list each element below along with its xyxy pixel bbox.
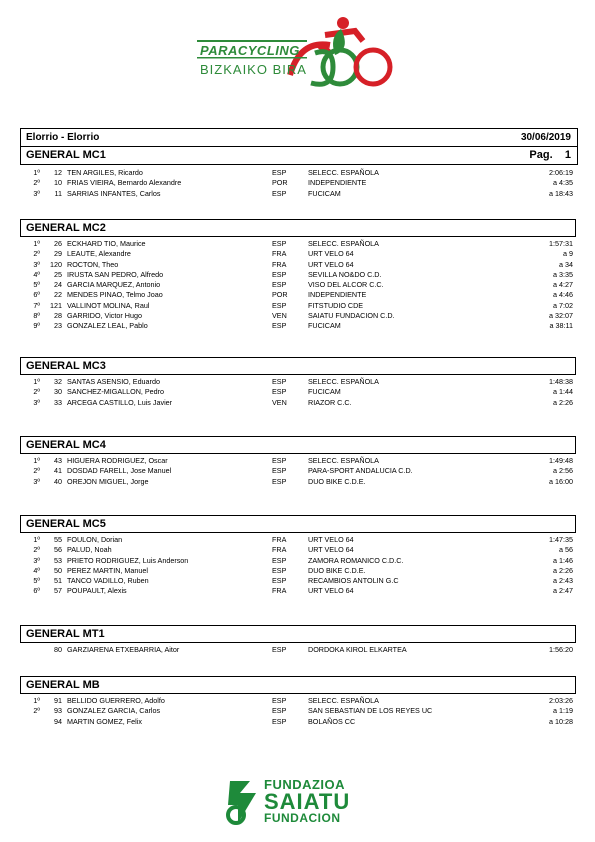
results-header <box>20 128 578 165</box>
bib-number: 12 <box>54 168 62 177</box>
result-row <box>20 696 576 706</box>
time-gap: a 1:44 <box>553 387 573 397</box>
time-gap: 1:56:20 <box>549 645 573 654</box>
paracycling-logo <box>195 15 405 90</box>
team-name: URT VELO 64 <box>308 545 354 555</box>
bib-number: 91 <box>54 696 62 705</box>
position: 5º <box>33 280 40 290</box>
time-gap: a 4:35 <box>553 178 573 188</box>
nationality: ESP <box>272 565 287 575</box>
section-mc4 <box>20 436 576 487</box>
nationality: ESP <box>272 696 287 705</box>
position: 4º <box>33 269 40 279</box>
time-gap: a 18:43 <box>549 188 573 198</box>
page-number: 1 <box>564 149 571 161</box>
nationality: ESP <box>272 706 287 716</box>
first-section-row <box>21 146 577 164</box>
bib-number: 55 <box>54 535 62 544</box>
nationality: FRA <box>272 249 287 259</box>
rider-name: ROCTON, Theo <box>67 259 119 269</box>
rider-name: PRIETO RODRIGUEZ, Luis Anderson <box>67 555 189 565</box>
results-list <box>20 239 576 332</box>
result-row <box>20 189 576 199</box>
team-name: VISO DEL ALCOR C.C. <box>308 280 384 290</box>
team-name: URT VELO 64 <box>308 259 354 269</box>
position: 7º <box>33 300 40 310</box>
time-gap: a 10:28 <box>549 716 573 726</box>
nationality: ESP <box>272 168 287 177</box>
time-gap: a 32:07 <box>549 311 573 321</box>
time-gap: 2:06:19 <box>549 168 573 177</box>
nationality: FRA <box>272 535 287 544</box>
rider-name: POUPAULT, Alexis <box>67 586 127 596</box>
team-name: RECAMBIOS ANTOLIN G.C <box>308 576 399 586</box>
nationality: ESP <box>272 555 287 565</box>
team-name: BOLAÑOS CC <box>308 716 356 726</box>
team-name: SEVILLA NO&DO C.D. <box>308 269 382 279</box>
bib-number: 30 <box>54 387 62 397</box>
time-gap: a 34 <box>559 259 573 269</box>
position: 3º <box>33 555 40 565</box>
team-name: FUCICAM <box>308 387 341 397</box>
nationality: ESP <box>272 466 287 476</box>
position: 4º <box>33 565 40 575</box>
event-row <box>21 129 577 146</box>
section-title: GENERAL MC1 <box>26 149 106 161</box>
rider-name: SARRIAS INFANTES, Carlos <box>67 188 161 198</box>
position: 1º <box>33 239 40 248</box>
results-list <box>20 535 576 597</box>
team-name: INDEPENDIENTE <box>308 178 367 188</box>
team-name: DUO BIKE C.D.E. <box>308 476 366 486</box>
nationality: ESP <box>272 476 287 486</box>
bib-number: 33 <box>54 397 62 407</box>
team-name: PARA-SPORT ANDALUCIA C.D. <box>308 466 413 476</box>
time-gap: a 16:00 <box>549 476 573 486</box>
logo-saiatu-text: SAIATU <box>264 789 351 814</box>
bib-number: 32 <box>54 377 62 386</box>
position: 6º <box>33 290 40 300</box>
rider-name: GONZALEZ LEAL, Pablo <box>67 321 148 331</box>
nationality: ESP <box>272 269 287 279</box>
team-name: SELECC. ESPAÑOLA <box>308 239 379 248</box>
position: 3º <box>33 188 40 198</box>
result-row <box>20 466 576 476</box>
nationality: POR <box>272 178 288 188</box>
time-gap: a 7:02 <box>553 300 573 310</box>
result-row <box>20 456 576 466</box>
time-gap: a 3:35 <box>553 269 573 279</box>
section-title: GENERAL MC2 <box>20 219 576 237</box>
nationality: ESP <box>272 387 287 397</box>
position: 2º <box>33 249 40 259</box>
bib-number: 50 <box>54 565 62 575</box>
nationality: ESP <box>272 321 287 331</box>
rider-name: FRIAS VIEIRA, Bernardo Alexandre <box>67 178 182 188</box>
nationality: ESP <box>272 645 287 654</box>
rider-name: ARCEGA CASTILLO, Luis Javier <box>67 397 173 407</box>
logo-fundacion-text: FUNDACION <box>264 811 341 825</box>
result-row <box>20 178 576 188</box>
result-row <box>20 576 576 586</box>
result-row <box>20 260 576 270</box>
rider-name: GARZIARENA ETXEBARRIA, Aitor <box>67 645 180 654</box>
result-row <box>20 168 576 178</box>
result-row <box>20 398 576 408</box>
result-row <box>20 706 576 716</box>
rider-name: GONZALEZ GARCIA, Carlos <box>67 706 161 716</box>
nationality: VEN <box>272 397 287 407</box>
team-name: SELECC. ESPAÑOLA <box>308 696 379 705</box>
position: 1º <box>33 456 40 465</box>
bib-number: 121 <box>50 300 62 310</box>
nationality: ESP <box>272 300 287 310</box>
section-mc3 <box>20 357 576 408</box>
position: 9º <box>33 321 40 331</box>
rider-name: SANCHEZ-MIGALLON, Pedro <box>67 387 165 397</box>
nationality: FRA <box>272 545 287 555</box>
rider-name: PEREZ MARTIN, Manuel <box>67 565 148 575</box>
logo-paracycling-text: PARACYCLING <box>200 43 300 58</box>
section-title: GENERAL MC4 <box>20 436 576 454</box>
rider-name: MARTIN GOMEZ, Felix <box>67 716 142 726</box>
nationality: ESP <box>272 188 287 198</box>
bib-number: 11 <box>54 188 62 198</box>
result-row <box>20 387 576 397</box>
time-gap: 1:47:35 <box>549 535 573 544</box>
time-gap: a 2:56 <box>553 466 573 476</box>
rider-name: DOSDAD FARELL, Jose Manuel <box>67 466 172 476</box>
time-gap: 1:49:48 <box>549 456 573 465</box>
results-list <box>20 168 576 199</box>
result-row <box>20 280 576 290</box>
bib-number: 28 <box>54 311 62 321</box>
position: 2º <box>33 178 40 188</box>
section-mc2 <box>20 219 576 332</box>
team-name: DUO BIKE C.D.E. <box>308 565 366 575</box>
result-row <box>20 270 576 280</box>
position: 2º <box>33 545 40 555</box>
position: 5º <box>33 576 40 586</box>
time-gap: a 38:11 <box>549 321 573 331</box>
nationality: ESP <box>272 456 287 465</box>
rider-name: OREJON MIGUEL, Jorge <box>67 476 149 486</box>
rider-name: GARCIA MARQUEZ, Antonio <box>67 280 161 290</box>
results-list <box>20 645 576 655</box>
team-name: RIAZOR C.C. <box>308 397 352 407</box>
result-row <box>20 249 576 259</box>
bib-number: 24 <box>54 280 62 290</box>
section-title: GENERAL MC5 <box>20 515 576 533</box>
nationality: VEN <box>272 311 287 321</box>
time-gap: a 4:27 <box>553 280 573 290</box>
page-indicator <box>529 147 571 164</box>
position: 2º <box>33 387 40 397</box>
nationality: ESP <box>272 280 287 290</box>
time-gap: a 4:46 <box>553 290 573 300</box>
nationality: FRA <box>272 586 287 596</box>
team-name: ZAMORA ROMANICO C.D.C. <box>308 555 404 565</box>
result-row <box>20 645 576 655</box>
bib-number: 94 <box>54 716 62 726</box>
page-label: Pag. <box>529 149 553 161</box>
rider-name: BELLIDO GUERRERO, Adolfo <box>67 696 165 705</box>
time-gap: a 2:43 <box>553 576 573 586</box>
bib-number: 40 <box>54 476 62 486</box>
result-row <box>20 477 576 487</box>
results-list <box>20 377 576 408</box>
rider-name: HIGUERA RODRIGUEZ, Oscar <box>67 456 168 465</box>
team-name: SELECC. ESPAÑOLA <box>308 456 379 465</box>
bib-number: 80 <box>54 645 62 654</box>
bib-number: 22 <box>54 290 62 300</box>
team-name: URT VELO 64 <box>308 586 354 596</box>
rider-name: GARRIDO, Victor Hugo <box>67 311 142 321</box>
nationality: ESP <box>272 716 287 726</box>
nationality: ESP <box>272 377 287 386</box>
team-name: FITSTUDIO CDE <box>308 300 364 310</box>
team-name: SELECC. ESPAÑOLA <box>308 168 379 177</box>
rider-name: MENDES PINAO, Telmo Joao <box>67 290 163 300</box>
nationality: ESP <box>272 239 287 248</box>
result-row <box>20 311 576 321</box>
result-row <box>20 239 576 249</box>
result-row <box>20 301 576 311</box>
bib-number: 23 <box>54 321 62 331</box>
section-mt1 <box>20 625 576 655</box>
section-mb <box>20 676 576 727</box>
team-name: SAIATU FUNDACION C.D. <box>308 311 395 321</box>
time-gap: 1:48:38 <box>549 377 573 386</box>
saiatu-foundation-logo <box>222 775 382 830</box>
bib-number: 56 <box>54 545 62 555</box>
results-list <box>20 456 576 487</box>
bib-number: 26 <box>54 239 62 248</box>
time-gap: a 9 <box>563 249 573 259</box>
team-name: DORDOKA KIROL ELKARTEA <box>308 645 407 654</box>
section-mc5 <box>20 515 576 597</box>
bib-number: 25 <box>54 269 62 279</box>
position: 8º <box>33 311 40 321</box>
bib-number: 41 <box>54 466 62 476</box>
time-gap: a 1:19 <box>553 706 573 716</box>
section-title: GENERAL MT1 <box>20 625 576 643</box>
position: 3º <box>33 397 40 407</box>
result-row <box>20 535 576 545</box>
team-name: URT VELO 64 <box>308 535 354 544</box>
bib-number: 53 <box>54 555 62 565</box>
section-title: GENERAL MB <box>20 676 576 694</box>
position: 2º <box>33 466 40 476</box>
logo-bizkaiko-bira-text: BIZKAIKO BIRA <box>200 62 307 77</box>
rider-name: LEAUTE, Alexandre <box>67 249 131 259</box>
position: 1º <box>33 377 40 386</box>
time-gap: 2:03:26 <box>549 696 573 705</box>
rider-name: TANCO VADILLO, Ruben <box>67 576 149 586</box>
team-name: INDEPENDIENTE <box>308 290 367 300</box>
rider-name: VALLINOT MOLINA, Raul <box>67 300 150 310</box>
nationality: FRA <box>272 259 287 269</box>
rider-name: ECKHARD TIO, Maurice <box>67 239 146 248</box>
bib-number: 10 <box>54 178 62 188</box>
event-name: Elorrio - Elorrio <box>26 132 100 143</box>
section-title: GENERAL MC3 <box>20 357 576 375</box>
bib-number: 57 <box>54 586 62 596</box>
time-gap: a 1:46 <box>553 555 573 565</box>
bib-number: 43 <box>54 456 62 465</box>
rider-name: TEN ARGILES, Ricardo <box>67 168 143 177</box>
position: 2º <box>33 706 40 716</box>
team-name: URT VELO 64 <box>308 249 354 259</box>
rider-name: IRUSTA SAN PEDRO, Alfredo <box>67 269 164 279</box>
result-row <box>20 290 576 300</box>
nationality: ESP <box>272 576 287 586</box>
result-row <box>20 377 576 387</box>
time-gap: a 56 <box>559 545 573 555</box>
position: 1º <box>33 168 40 177</box>
result-row <box>20 586 576 596</box>
bib-number: 93 <box>54 706 62 716</box>
result-row <box>20 321 576 331</box>
position: 3º <box>33 259 40 269</box>
logo-fundazioa-text: FUNDAZIOA <box>264 777 346 792</box>
result-row <box>20 545 576 555</box>
rider-name: SANTAS ASENSIO, Eduardo <box>67 377 160 386</box>
time-gap: a 2:26 <box>553 565 573 575</box>
bib-number: 29 <box>54 249 62 259</box>
result-row <box>20 566 576 576</box>
team-name: SAN SEBASTIAN DE LOS REYES UC <box>308 706 433 716</box>
bib-number: 120 <box>50 259 62 269</box>
position: 6º <box>33 586 40 596</box>
time-gap: 1:57:31 <box>549 239 573 248</box>
rider-name: PALUD, Noah <box>67 545 112 555</box>
result-row <box>20 717 576 727</box>
time-gap: a 2:26 <box>553 397 573 407</box>
position: 1º <box>33 535 40 544</box>
result-row <box>20 556 576 566</box>
position: 1º <box>33 696 40 705</box>
event-date: 30/06/2019 <box>520 132 571 143</box>
saiatu-emblem-icon <box>222 777 262 827</box>
team-name: FUCICAM <box>308 188 341 198</box>
team-name: FUCICAM <box>308 321 341 331</box>
time-gap: a 2:47 <box>553 586 573 596</box>
team-name: SELECC. ESPAÑOLA <box>308 377 379 386</box>
position: 3º <box>33 476 40 486</box>
bib-number: 51 <box>54 576 62 586</box>
rider-name: FOULON, Dorian <box>67 535 123 544</box>
nationality: POR <box>272 290 288 300</box>
section-mc1 <box>20 166 576 199</box>
results-list <box>20 696 576 727</box>
